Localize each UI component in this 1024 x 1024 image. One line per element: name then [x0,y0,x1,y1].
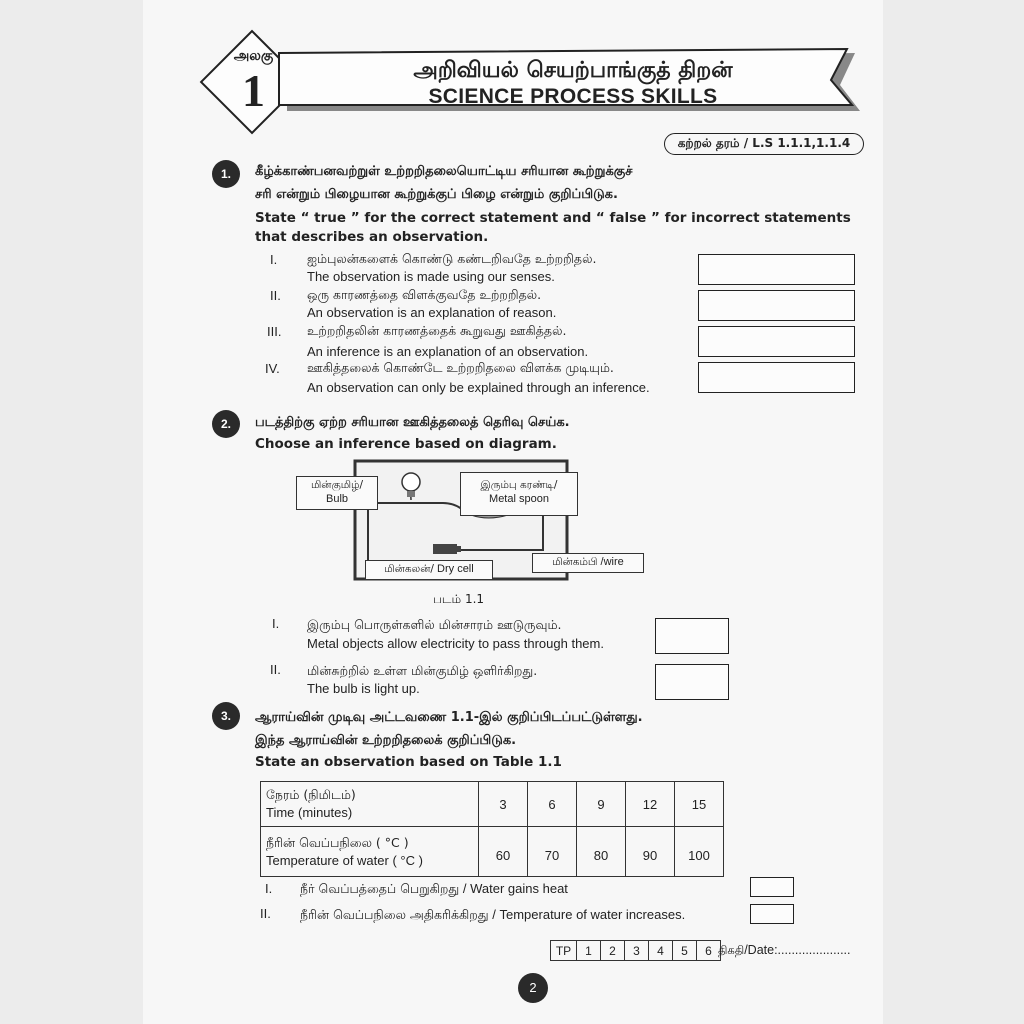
q2-item-tamil: இரும்பு பொருள்களில் மின்சாரம் ஊடுருவும். [307,617,562,632]
question-number-2: 2. [212,410,240,438]
q1-instruction-english-line1: State “ true ” for the correct statement and “ false ” for incorrect statements [255,210,851,226]
q2-instruction-tamil: படத்திற்கு ஏற்ற சரியான ஊகித்தலைத் தெரிவு செய்க. [255,415,570,430]
q1-answer-box-3[interactable] [698,326,855,357]
time-cell: 6 [528,782,577,827]
wire-label-tamil: மின்கம்பி [552,556,598,568]
q1-item-tamil: ஐம்புலன்களைக் கொண்டு கண்டறிவதே உற்றறிதல். [307,251,597,266]
temperature-header-english: Temperature of water ( °C ) [266,852,423,868]
q2-item-english: The bulb is light up. [307,681,420,696]
q1-answer-box-1[interactable] [698,254,855,285]
time-header-tamil: நேரம் (நிமிடம்) [266,787,356,802]
time-cell: 9 [577,782,626,827]
dry-cell-label-tamil: மின்கலன்/ [384,563,434,575]
q3-instruction-tamil-line2: இந்த ஆராய்வின் உற்றறிதலைக் குறிப்பிடுக. [255,733,517,748]
tp-level-cell[interactable]: 4 [649,941,673,961]
time-cell: 12 [626,782,675,827]
table-row-temperature [261,827,724,877]
unit-number: 1 [242,65,265,116]
temperature-cell: 90 [626,827,675,877]
page-number: 2 [518,973,548,1003]
temperature-cell: 100 [675,827,724,877]
tp-level-strip [550,940,721,961]
q1-item-numeral: III. [267,324,282,339]
tp-level-cell[interactable]: 5 [673,941,697,961]
q3-answer-box-2[interactable] [750,904,794,924]
metal-spoon-label [460,472,578,516]
q3-answer-box-1[interactable] [750,877,794,897]
bulb-label-english: Bulb [325,493,349,505]
time-header [261,782,479,827]
bulb-label [296,476,378,510]
q1-instruction-tamil-line1: கீழ்க்காண்பனவற்றுள் உற்றறிதலையொட்டிய சரியான கூற்றுக்குச் [255,164,633,179]
q1-instruction-tamil-line2: சரி என்றும் பிழையான கூற்றுக்குப் பிழை என்றும் குறிப்பிடுக. [255,187,618,202]
q3-instruction-tamil-line1: ஆராய்வின் முடிவு அட்டவணை 1.1-இல் குறிப்பிடப்பட்டுள்ளது. [255,710,643,725]
q2-item-numeral: II. [270,662,281,677]
tp-level-cell[interactable]: 2 [601,941,625,961]
q3-item-tamil: நீர் வெப்பத்தைப் பெறுகிறது [300,881,460,896]
q1-item-english: The observation is made using our senses. [307,269,555,284]
q3-item-english: / Temperature of water increases. [492,907,686,922]
q3-instruction-english: State an observation based on Table 1.1 [255,754,562,770]
q1-item-english: An observation is an explanation of reason. [307,305,557,320]
diagram-caption: படம் 1.1 [433,592,485,606]
title-english: SCIENCE PROCESS SKILLS [428,85,718,108]
q2-instruction-english: Choose an inference based on diagram. [255,436,557,452]
q2-answer-box-1[interactable] [655,618,729,654]
temperature-cell: 70 [528,827,577,877]
temperature-header [261,827,479,877]
date-label-english: /Date:..................... [744,943,851,957]
q2-item-tamil: மின்சுற்றில் உள்ள மின்குமிழ் ஒளிர்கிறது. [307,663,538,678]
dry-cell-label [365,560,493,580]
question-number-1: 1. [212,160,240,188]
q3-item-numeral: I. [265,881,273,896]
learning-standard-tag: கற்றல் தரம் / L.S 1.1.1,1.1.4 [664,133,864,155]
q2-item-numeral: I. [272,616,280,631]
unit-word: அலகு [233,48,274,64]
date-field[interactable] [718,943,850,959]
q3-item-1-text [300,881,568,898]
q1-item-english: An inference is an explanation of an observation. [307,344,589,359]
q1-instruction-english-line2: that describes an observation. [255,229,489,245]
time-header-english: Time (minutes) [266,805,353,820]
temperature-cell: 60 [479,827,528,877]
tp-level-cell[interactable]: 1 [577,941,601,961]
q3-item-2-text [300,907,685,924]
q1-item-numeral: IV. [265,361,280,376]
tp-level-cell[interactable]: 6 [697,941,721,961]
metal-spoon-label-tamil: இரும்பு கரண்டி/ [480,479,558,491]
q1-item-tamil: உற்றறிதலின் காரணத்தைக் கூறுவது ஊகித்தல். [307,323,567,338]
metal-spoon-label-english: Metal spoon [489,493,549,505]
wire-label-english: /wire [600,556,624,568]
question-number-3: 3. [212,702,240,730]
temperature-cell: 80 [577,827,626,877]
q2-item-english: Metal objects allow electricity to pass through them. [307,636,604,651]
q1-item-english: An observation can only be explained through an inference. [307,380,650,395]
q1-item-tamil: ஒரு காரணத்தை விளக்குவதே உற்றறிதல். [307,287,542,302]
date-label-tamil: திகதி [718,943,745,957]
q1-item-numeral: I. [270,252,278,267]
wire-label [532,553,644,573]
dry-cell-label-english: Dry cell [437,563,474,575]
bulb-label-tamil: மின்குமிழ்/ [310,479,364,491]
tp-label: TP [551,941,577,961]
temperature-header-tamil: நீரின் வெப்பநிலை ( °C ) [266,834,409,850]
q1-item-numeral: II. [270,288,281,303]
table-1-1 [260,781,724,877]
time-cell: 15 [675,782,724,827]
q1-answer-box-4[interactable] [698,362,855,393]
tp-level-cell[interactable]: 3 [625,941,649,961]
q1-item-tamil: ஊகித்தலைக் கொண்டே உற்றறிதலை விளக்க முடியும். [307,360,614,375]
q3-item-numeral: II. [260,906,271,921]
q1-answer-box-2[interactable] [698,290,855,321]
q3-item-english: / Water gains heat [462,881,568,896]
q3-item-tamil: நீரின் வெப்பநிலை அதிகரிக்கிறது [300,907,489,922]
table-row-time [261,782,724,827]
worksheet-page [143,0,883,1024]
time-cell: 3 [479,782,528,827]
q2-answer-box-2[interactable] [655,664,729,700]
title-tamil: அறிவியல் செயற்பாங்குத் திறன் [413,58,733,83]
